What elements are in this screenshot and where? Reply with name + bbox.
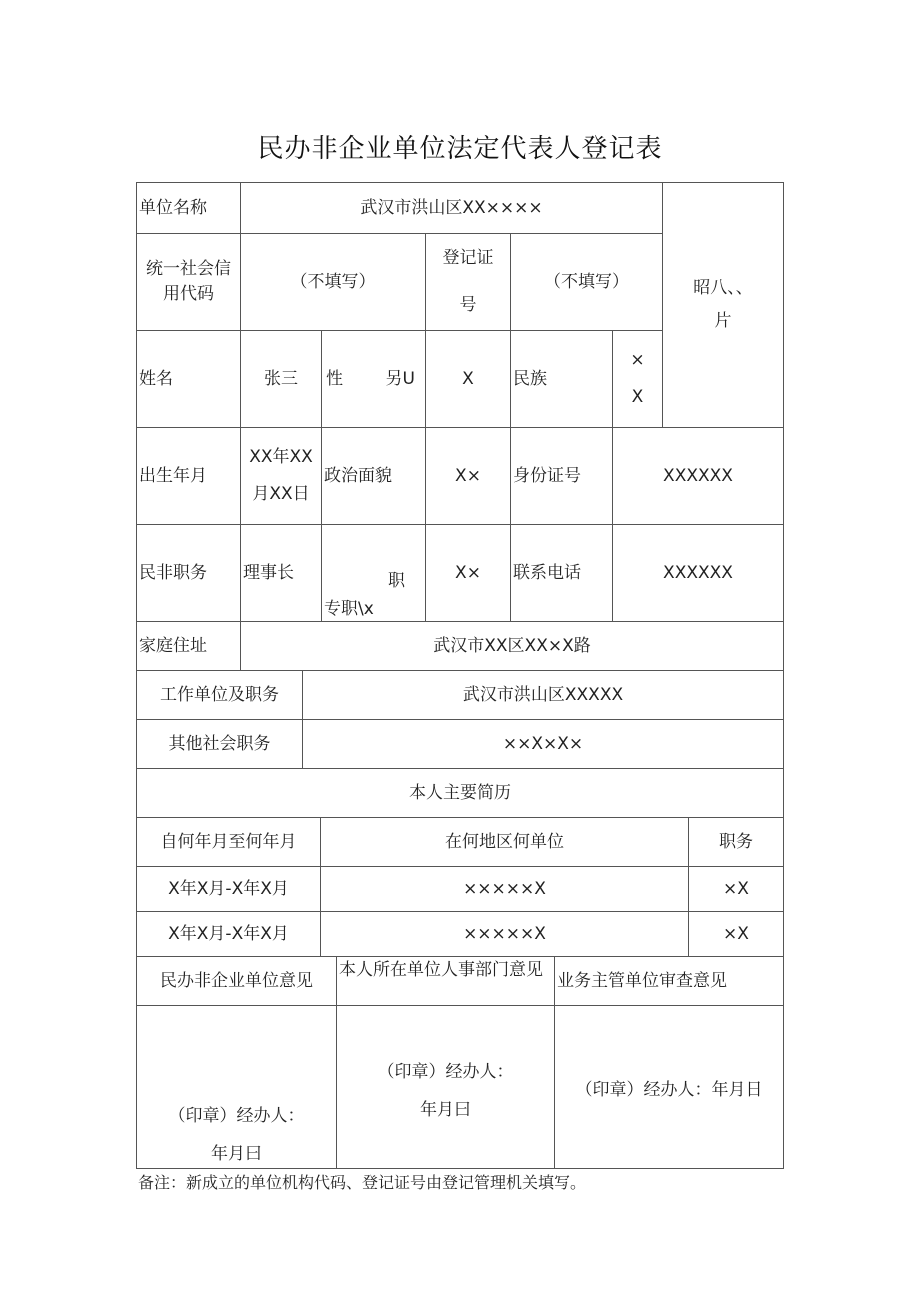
id-value: XXXXXX — [612, 427, 784, 525]
unit-name-value: 武汉市洪山区XX×××× — [240, 182, 663, 234]
politics-value: X× — [425, 427, 511, 525]
resume-row-1-post: ×X — [688, 866, 784, 912]
credit-code-value: （不填写） — [240, 233, 426, 331]
resume-row-2-unit: ×××××X — [320, 911, 689, 957]
resume-row-2-post: ×X — [688, 911, 784, 957]
opinion-header-unit: 民办非企业单位意见 — [136, 956, 337, 1006]
post-value: 理事长 — [240, 524, 322, 622]
registration-form-table — [136, 182, 784, 1169]
birth-value-line2: 月XX日 — [252, 484, 310, 504]
ethnicity-label: 民族 — [510, 330, 613, 428]
opinion-header-hr: 本人所在单位人事部门意见 — [336, 956, 555, 1006]
name-label: 姓名 — [136, 330, 241, 428]
address-label: 家庭住址 — [136, 621, 241, 671]
resume-row-2-period: X年X月-X年X月 — [136, 911, 321, 957]
post-label: 民非职务 — [136, 524, 241, 622]
phone-label: 联系电话 — [510, 524, 613, 622]
reg-no-label-line2: 号 — [459, 295, 477, 315]
fulltime-label-line2: 专职\x — [324, 599, 374, 619]
unit-name-label: 单位名称 — [136, 182, 241, 234]
ethnicity-value — [612, 330, 663, 428]
id-label: 身份证号 — [510, 427, 613, 525]
politics-label: 政治面貌 — [321, 427, 426, 525]
name-value: 张三 — [240, 330, 322, 428]
credit-code-label: 统一社会信用代码 — [136, 233, 241, 331]
fulltime-label-line1: 职 — [388, 571, 405, 591]
other-post-label: 其他社会职务 — [136, 719, 303, 769]
reg-no-value: （不填写） — [510, 233, 663, 331]
gender-value: X — [425, 330, 511, 428]
sign-hr-line2: 年月曰 — [420, 1100, 471, 1120]
gender-label-part1: 性 — [326, 368, 343, 389]
fulltime-label — [321, 524, 426, 622]
gender-label — [321, 330, 426, 428]
work-value: 武汉市洪山区XXXXX — [302, 670, 784, 720]
sign-box-supervisor: （印章）经办人：年月日 — [554, 1005, 784, 1169]
fulltime-value: X× — [425, 524, 511, 622]
photo-label-line1: 昭八、、 — [693, 278, 753, 299]
work-label: 工作单位及职务 — [136, 670, 303, 720]
address-value: 武汉市XX区XX×X路 — [240, 621, 784, 671]
phone-value: XXXXXX — [612, 524, 784, 622]
gender-label-part2: 另U — [385, 368, 415, 389]
page-title: 民办非企业单位法定代表人登记表 — [257, 134, 663, 164]
birth-value-line1: XX年XX — [249, 447, 313, 468]
resume-row-1-unit: ×××××X — [320, 866, 689, 912]
opinion-header-supervisor: 业务主管单位审查意见 — [554, 956, 784, 1006]
birth-label: 出生年月 — [136, 427, 241, 525]
resume-row-1-period: X年X月-X年X月 — [136, 866, 321, 912]
reg-no-label-line1: 登记证 — [442, 248, 494, 269]
ethnicity-value-line1: × — [630, 350, 645, 371]
sign-hr-line1: （印章）经办人： — [377, 1062, 514, 1082]
sign-unit-line2: 年月曰 — [211, 1144, 262, 1164]
sign-box-unit — [136, 1005, 337, 1169]
birth-value — [240, 427, 322, 525]
other-post-value: ××X×X× — [302, 719, 784, 769]
photo-box — [662, 182, 784, 428]
sign-unit-line1: （印章）经办人： — [168, 1106, 305, 1126]
photo-label-line2: 片 — [714, 311, 732, 331]
resume-title: 本人主要简历 — [136, 768, 784, 818]
reg-no-label — [425, 233, 511, 331]
resume-header-post: 职务 — [688, 817, 784, 867]
ethnicity-value-line2: X — [631, 387, 644, 407]
resume-header-unit: 在何地区何单位 — [320, 817, 689, 867]
sign-box-hr — [336, 1005, 555, 1169]
footnote: 备注：新成立的单位机构代码、登记证号由登记管理机关填写。 — [138, 1173, 587, 1192]
resume-header-period: 自何年月至何年月 — [136, 817, 321, 867]
